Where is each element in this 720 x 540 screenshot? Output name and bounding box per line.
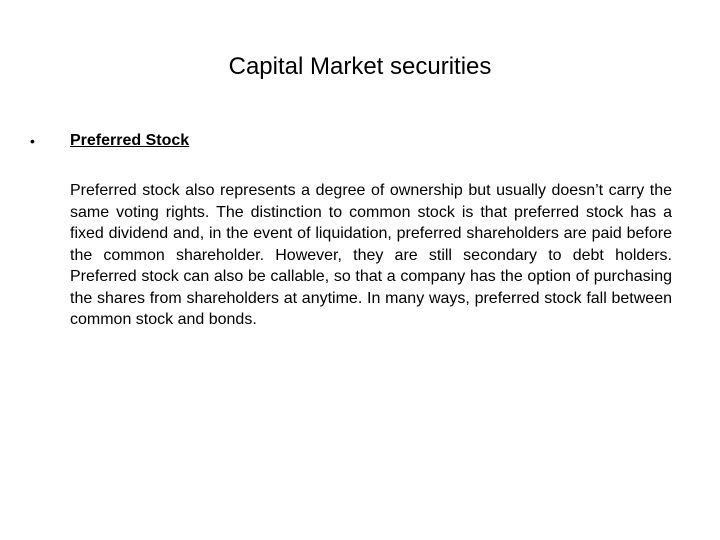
bullet-icon: • <box>30 133 35 149</box>
section-heading: Preferred Stock <box>70 132 190 149</box>
slide-title: Capital Market securities <box>228 53 492 80</box>
body-paragraph: Preferred stock also represents a degree of ownership but usually doesn’t carry the same voting rights. The distinction to common stock is that preferred stock has a fixed dividend and, in the event of liquidation, preferred shareholders are paid before the common shareholder. However, they are still secondary to debt holders. Preferred stock can also be callable, so that a company has the option of purchasing the shares from shareholders at anytime. In many ways, preferred stock fall between common stock and bonds. <box>70 182 672 328</box>
